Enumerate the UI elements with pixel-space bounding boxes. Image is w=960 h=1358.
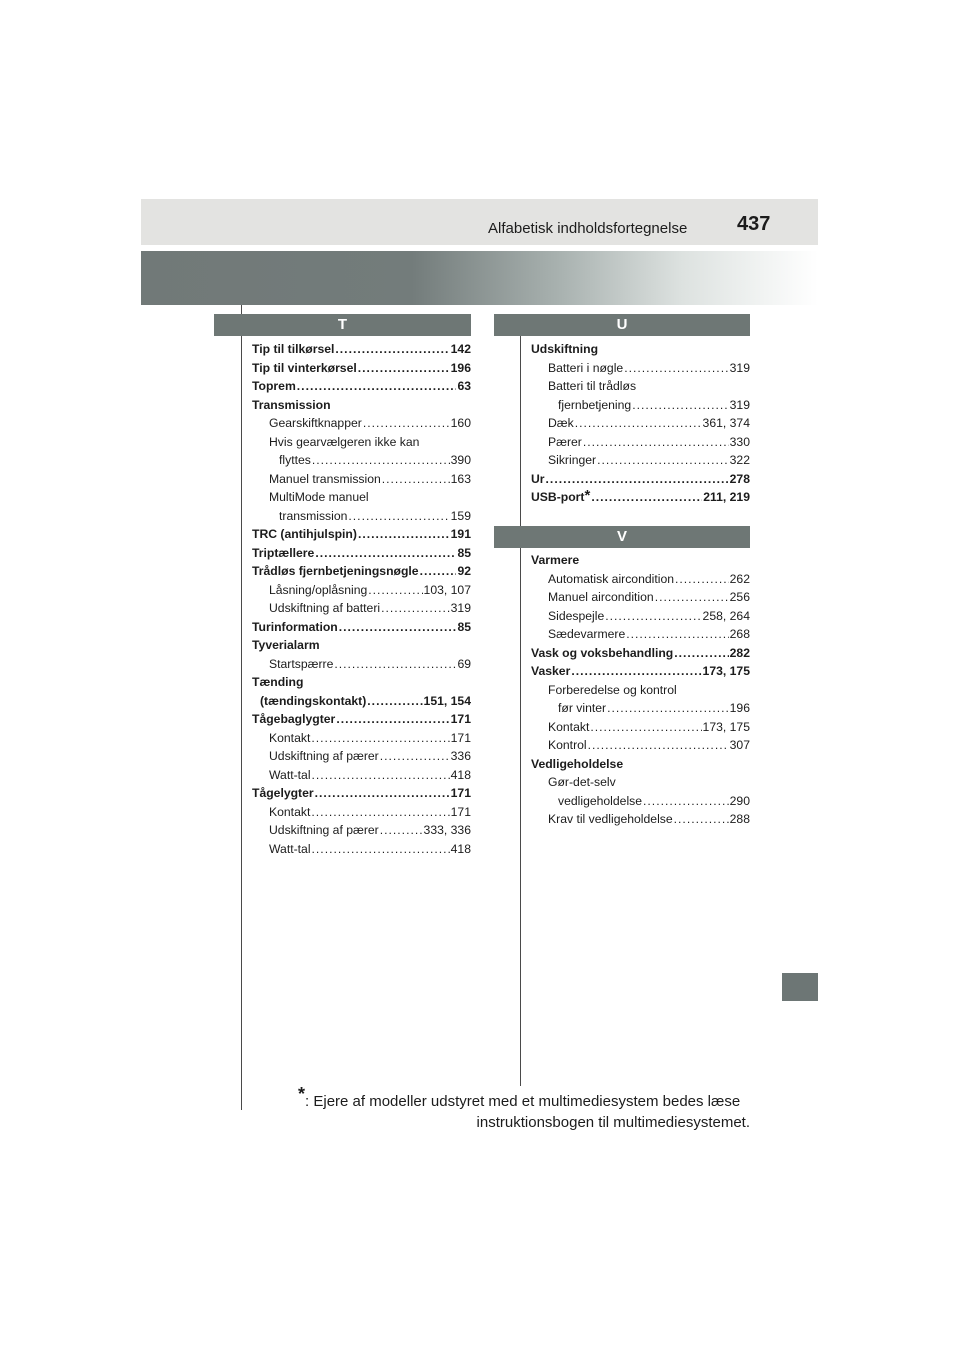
index-entry bbox=[531, 681, 750, 700]
dot-leader bbox=[380, 747, 450, 766]
entry-page: 319 bbox=[729, 360, 750, 375]
entry-term: Dæk bbox=[548, 416, 574, 430]
entry-term: Vedligeholdelse bbox=[531, 756, 624, 771]
entry-term: Manuel aircondition bbox=[548, 590, 654, 604]
index-column-t bbox=[252, 340, 471, 858]
index-entry bbox=[252, 729, 471, 748]
entry-term: Turinformation bbox=[252, 619, 338, 634]
footnote-line-2: instruktionsbogen til multimediesystemet. bbox=[476, 1114, 750, 1131]
entry-page: 330 bbox=[729, 434, 750, 449]
entry-page: 173, 175 bbox=[702, 664, 750, 678]
entry-term: Vask og voksbehandling bbox=[531, 645, 674, 660]
dot-leader bbox=[546, 470, 729, 489]
dot-leader bbox=[312, 766, 450, 785]
entry-term: MultiMode manuel bbox=[269, 490, 369, 504]
dot-leader bbox=[315, 544, 456, 563]
dot-leader bbox=[575, 414, 702, 433]
entry-page: 262 bbox=[729, 571, 750, 586]
entry-term: Udskiftning bbox=[531, 342, 599, 356]
entry-page: 159 bbox=[450, 508, 471, 523]
index-entry bbox=[252, 747, 471, 766]
entry-term: Triptællere bbox=[252, 545, 315, 560]
entry-page: 336 bbox=[450, 749, 471, 763]
entry-term: Automatisk aircondition bbox=[548, 571, 674, 586]
index-entry bbox=[531, 433, 750, 452]
dot-leader bbox=[674, 644, 728, 663]
entry-page: 319 bbox=[450, 601, 471, 615]
entry-page: 418 bbox=[450, 841, 471, 856]
index-entry bbox=[252, 359, 471, 378]
entry-page: 322 bbox=[729, 453, 750, 467]
dot-leader bbox=[382, 470, 450, 489]
dot-leader bbox=[358, 359, 450, 378]
dot-leader bbox=[607, 699, 729, 718]
index-entry bbox=[252, 655, 471, 674]
entry-page: 151, 154 bbox=[423, 693, 471, 708]
entry-page: 196 bbox=[729, 701, 750, 715]
entry-term: før vinter bbox=[558, 701, 607, 715]
entry-page: 171 bbox=[450, 730, 471, 745]
index-entry bbox=[531, 396, 750, 415]
dot-leader bbox=[597, 451, 729, 470]
entry-term: Kontrol bbox=[548, 738, 587, 752]
footnote bbox=[298, 1084, 750, 1133]
index-entry bbox=[531, 414, 750, 433]
entry-term: Forberedelse og kontrol bbox=[548, 682, 677, 697]
dot-leader bbox=[363, 414, 450, 433]
entry-term: Kontakt bbox=[269, 730, 311, 745]
dot-leader bbox=[335, 340, 449, 359]
entry-term: Batteri i nøgle bbox=[548, 360, 624, 375]
index-entry bbox=[531, 570, 750, 589]
index-entry bbox=[252, 636, 471, 655]
entry-page: 163 bbox=[450, 471, 471, 486]
index-entry bbox=[531, 773, 750, 792]
index-entry bbox=[252, 599, 471, 618]
dot-leader bbox=[626, 625, 728, 644]
entry-term: Udskiftning af pærer bbox=[269, 823, 379, 837]
dot-leader bbox=[643, 792, 729, 811]
entry-term: TRC (antihjulspin) bbox=[252, 527, 357, 541]
entry-term: fjernbetjening bbox=[558, 397, 632, 412]
entry-page: 63 bbox=[457, 379, 471, 393]
entry-page: 319 bbox=[729, 397, 750, 412]
entry-page: 333, 336 bbox=[423, 823, 471, 837]
entry-page: 171 bbox=[450, 804, 471, 819]
header-title: Alfabetisk indholdsfortegnelse bbox=[488, 220, 688, 237]
entry-term: Batteri til trådløs bbox=[548, 379, 637, 393]
index-entry bbox=[252, 562, 471, 581]
entry-term: Tip til tilkørsel bbox=[252, 342, 335, 356]
index-entry bbox=[252, 396, 471, 415]
entry-term: Krav til vedligeholdelse bbox=[548, 812, 673, 826]
index-entry bbox=[531, 644, 750, 663]
index-column-u bbox=[531, 340, 750, 507]
dot-leader bbox=[336, 710, 449, 729]
index-entry bbox=[531, 607, 750, 626]
entry-term: Tyverialarm bbox=[252, 638, 320, 652]
footnote-star: * bbox=[298, 1084, 306, 1104]
entry-page: 171 bbox=[450, 712, 471, 726]
index-entry bbox=[252, 673, 471, 692]
entry-term: Udskiftning af pærer bbox=[269, 749, 379, 763]
index-entry bbox=[531, 551, 750, 570]
entry-page: 173, 175 bbox=[702, 719, 750, 734]
index-entry bbox=[252, 470, 471, 489]
header-gradient-band bbox=[141, 251, 818, 305]
entry-page: 92 bbox=[457, 564, 471, 578]
dot-leader bbox=[311, 803, 449, 822]
dot-leader bbox=[312, 451, 450, 470]
entry-term: Manuel transmission bbox=[269, 471, 381, 486]
index-entry bbox=[252, 692, 471, 711]
entry-term: Varmere bbox=[531, 553, 580, 567]
entry-term: vedligeholdelse bbox=[558, 793, 643, 808]
dot-leader bbox=[312, 840, 450, 859]
index-entry bbox=[252, 488, 471, 507]
entry-term: Låsning/oplåsning bbox=[269, 582, 368, 597]
section-thumb-tab bbox=[782, 973, 818, 1001]
index-entry bbox=[531, 451, 750, 470]
index-entry bbox=[531, 625, 750, 644]
index-entry bbox=[531, 588, 750, 607]
section-heading-u: U bbox=[494, 314, 750, 336]
dot-leader bbox=[311, 729, 449, 748]
entry-page: 288 bbox=[729, 812, 750, 826]
index-entry bbox=[531, 340, 750, 359]
dot-leader bbox=[590, 718, 701, 737]
index-entry bbox=[531, 718, 750, 737]
entry-page: 142 bbox=[450, 342, 471, 356]
index-entry bbox=[252, 821, 471, 840]
dot-leader bbox=[675, 570, 729, 589]
entry-page: 85 bbox=[457, 545, 471, 560]
entry-term: Tågebaglygter bbox=[252, 712, 336, 726]
entry-term: Transmission bbox=[252, 397, 331, 412]
entry-term: Gør-det-selv bbox=[548, 775, 616, 789]
index-entry bbox=[252, 525, 471, 544]
index-entry bbox=[252, 766, 471, 785]
entry-page: 191 bbox=[450, 527, 471, 541]
header-bar bbox=[141, 199, 818, 245]
entry-page: 258, 264 bbox=[702, 608, 750, 623]
dot-leader bbox=[420, 562, 457, 581]
dot-leader bbox=[368, 581, 422, 600]
entry-term: Udskiftning af batteri bbox=[269, 601, 381, 615]
entry-term: Watt-tal bbox=[269, 767, 311, 782]
page-number: 437 bbox=[737, 213, 771, 235]
dot-leader bbox=[297, 377, 457, 396]
column-divider bbox=[520, 336, 521, 1086]
entry-term: Sikringer bbox=[548, 453, 597, 467]
entry-term: Ur bbox=[531, 471, 545, 486]
entry-term: flyttes bbox=[279, 453, 311, 467]
dot-leader bbox=[348, 507, 449, 526]
entry-page: 69 bbox=[457, 656, 471, 671]
entry-term: Tågelygter bbox=[252, 786, 314, 800]
dot-leader bbox=[588, 736, 729, 755]
entry-term: Kontakt bbox=[548, 719, 590, 734]
index-entry bbox=[252, 414, 471, 433]
left-margin-line bbox=[241, 305, 242, 1110]
dot-leader bbox=[381, 599, 450, 618]
index-entry bbox=[252, 433, 471, 452]
index-entry bbox=[252, 377, 471, 396]
dot-leader bbox=[674, 810, 729, 829]
entry-term: Sidespejle bbox=[548, 608, 605, 623]
entry-page: 307 bbox=[729, 738, 750, 752]
dot-leader bbox=[571, 662, 701, 681]
dot-leader bbox=[339, 618, 457, 637]
entry-page: 290 bbox=[729, 793, 750, 808]
entry-term: Sædevarmere bbox=[548, 627, 626, 641]
entry-page: 85 bbox=[457, 619, 471, 634]
entry-page: 171 bbox=[450, 786, 471, 800]
dot-leader bbox=[655, 588, 729, 607]
index-entry bbox=[252, 451, 471, 470]
footnote-line-1: : Ejere af modeller udstyret med et multimediesystem bedes læse bbox=[305, 1093, 741, 1110]
entry-term: (tændingskontakt) bbox=[260, 693, 367, 708]
index-entry bbox=[531, 736, 750, 755]
entry-term: Tip til vinterkørsel bbox=[252, 360, 357, 375]
entry-page: 268 bbox=[729, 627, 750, 641]
dot-leader bbox=[624, 359, 728, 378]
index-entry bbox=[252, 710, 471, 729]
entry-term: Hvis gearvælgeren ikke kan bbox=[269, 434, 420, 449]
entry-page: 256 bbox=[729, 590, 750, 604]
entry-term: Watt-tal bbox=[269, 841, 311, 856]
entry-term: Trådløs fjernbetjeningsnøgle bbox=[252, 564, 419, 578]
entry-page: 278 bbox=[729, 471, 750, 486]
index-entry bbox=[531, 699, 750, 718]
dot-leader bbox=[334, 655, 456, 674]
index-entry bbox=[252, 340, 471, 359]
entry-term: Tænding bbox=[252, 675, 304, 689]
index-entry bbox=[531, 792, 750, 811]
index-entry bbox=[252, 507, 471, 526]
index-entry bbox=[531, 662, 750, 681]
entry-term: Toprem bbox=[252, 379, 296, 393]
index-entry bbox=[531, 359, 750, 378]
index-entry bbox=[252, 840, 471, 859]
dot-leader bbox=[591, 488, 702, 507]
index-entry bbox=[252, 784, 471, 803]
entry-term: Pærer bbox=[548, 434, 582, 449]
dot-leader bbox=[583, 433, 729, 452]
section-heading-t: T bbox=[214, 314, 471, 336]
entry-page: 390 bbox=[450, 453, 471, 467]
dot-leader bbox=[315, 784, 450, 803]
index-entry bbox=[252, 803, 471, 822]
index-entry bbox=[252, 618, 471, 637]
section-heading-v: V bbox=[494, 526, 750, 548]
index-entry bbox=[252, 581, 471, 600]
dot-leader bbox=[632, 396, 728, 415]
dot-leader bbox=[380, 821, 423, 840]
entry-page: 103, 107 bbox=[423, 582, 471, 597]
index-entry bbox=[531, 810, 750, 829]
entry-term: Startspærre bbox=[269, 656, 334, 671]
entry-term: Kontakt bbox=[269, 804, 311, 819]
dot-leader bbox=[367, 692, 422, 711]
entry-page: 418 bbox=[450, 767, 471, 782]
entry-term: USB-port bbox=[531, 490, 585, 504]
index-entry bbox=[531, 755, 750, 774]
index-entry bbox=[252, 544, 471, 563]
entry-term: Vasker bbox=[531, 664, 571, 678]
entry-term: Gearskiftknapper bbox=[269, 416, 362, 430]
dot-leader bbox=[605, 607, 701, 626]
entry-page: 211, 219 bbox=[703, 490, 750, 504]
dot-leader bbox=[358, 525, 450, 544]
entry-page: 196 bbox=[450, 360, 471, 375]
entry-page: 160 bbox=[450, 416, 471, 430]
index-column-v bbox=[531, 551, 750, 829]
entry-page: 361, 374 bbox=[702, 416, 750, 430]
index-entry: USB-port * ..... 211, 219 bbox=[531, 488, 750, 507]
index-entry bbox=[531, 470, 750, 489]
entry-term: transmission bbox=[279, 508, 348, 523]
index-entry bbox=[531, 377, 750, 396]
entry-page: 282 bbox=[729, 645, 750, 660]
